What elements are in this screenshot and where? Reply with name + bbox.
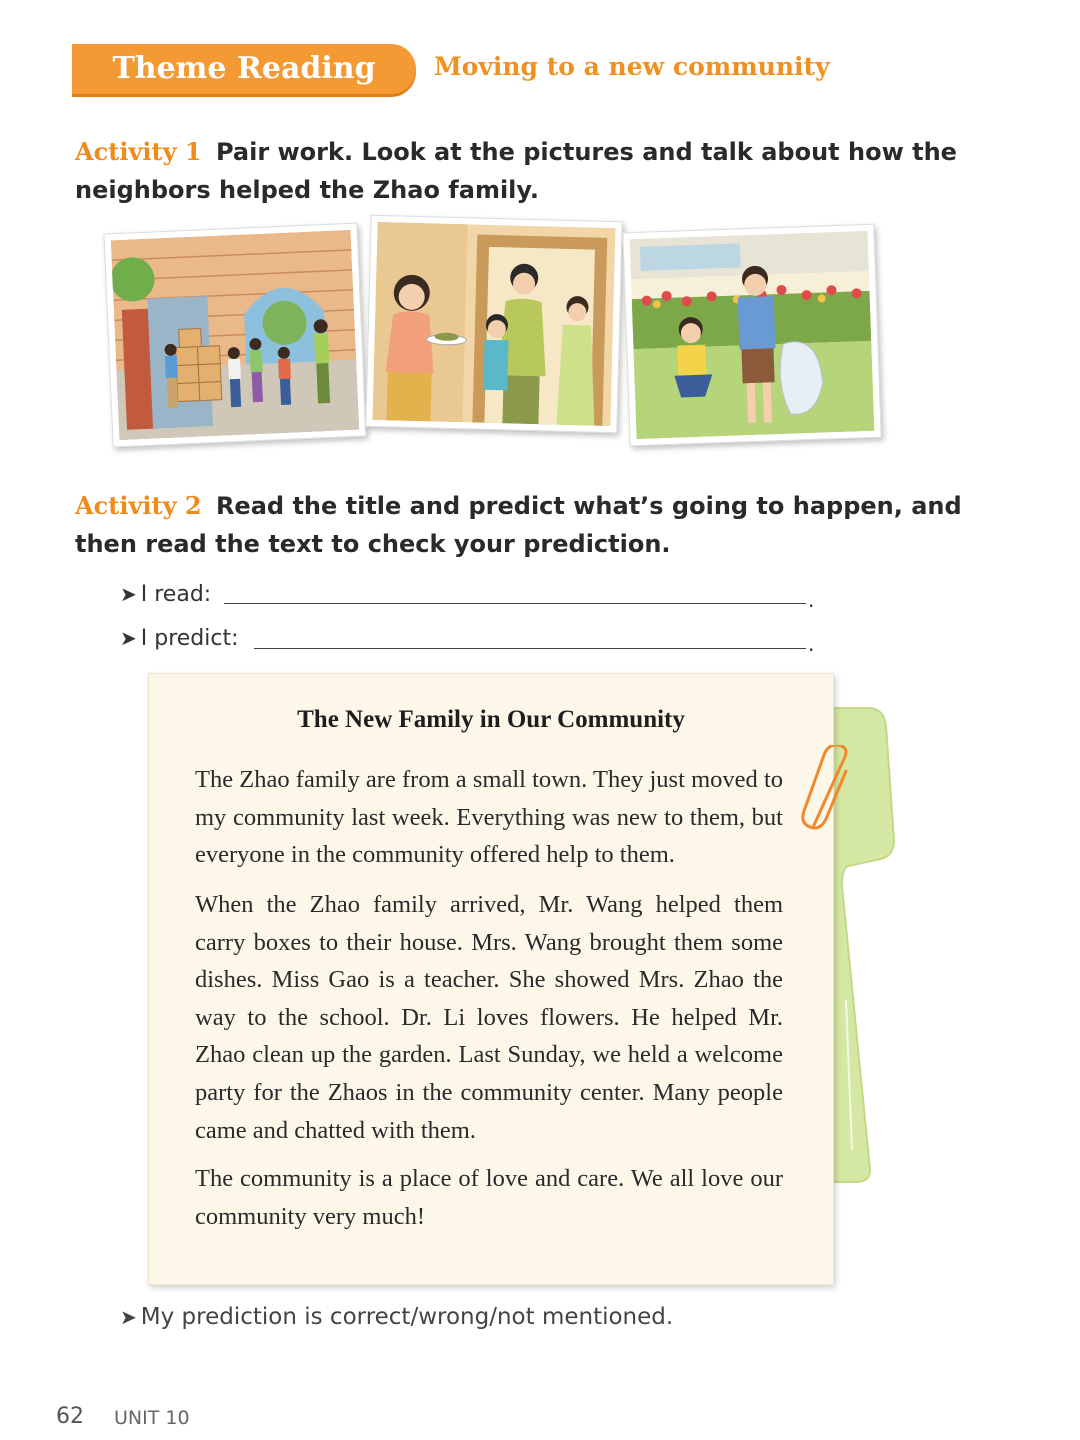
i-read-answer-line[interactable] bbox=[224, 603, 806, 604]
arrow-icon: ➤ bbox=[120, 626, 137, 650]
unit-label: UNIT 10 bbox=[114, 1407, 190, 1429]
i-predict-label: I predict: bbox=[140, 626, 239, 651]
i-read-row bbox=[120, 582, 211, 607]
i-read-label: I read: bbox=[140, 582, 212, 607]
reading-paragraph-2: When the Zhao family arrived, Mr. Wang helped them carry boxes to their house. Mrs. Wang brought them some dishes. Miss Gao is a teacher. She showed Mrs. Zhao the way to the school. Dr. Li loves flowers. He helped Mr. Zhao clean up the garden. Last Sunday, we held a welcome party for the Zhaos in the community center. Many people came and chatted with them. bbox=[195, 891, 783, 1144]
i-read-end-mark: . bbox=[808, 588, 815, 612]
paper-clip-icon bbox=[800, 745, 862, 835]
i-predict-end-mark: . bbox=[808, 632, 815, 656]
picture-bringing-dishes bbox=[365, 215, 622, 434]
theme-reading-badge: Theme Reading bbox=[72, 44, 416, 94]
arrow-icon: ➤ bbox=[120, 582, 137, 606]
prediction-result-text: My prediction is correct/wrong/not mentioned. bbox=[140, 1304, 674, 1330]
arrow-icon: ➤ bbox=[120, 1305, 137, 1329]
picture-carrying-boxes bbox=[103, 223, 366, 448]
reading-paragraph-3: The community is a place of love and care. We all love our community very much! bbox=[195, 1165, 783, 1230]
reading-card bbox=[148, 673, 834, 1285]
activity-2-instruction bbox=[75, 487, 1005, 563]
activity-1-instruction bbox=[75, 133, 1005, 209]
reading-paragraph-1: The Zhao family are from a small town. They just moved to my community last week. Everything was new to them, but everyone in the community offered help to them. bbox=[195, 766, 783, 869]
reading-title: The New Family in Our Community bbox=[297, 706, 685, 733]
i-predict-row bbox=[120, 626, 239, 651]
activity-2-label: Activity 2 bbox=[75, 491, 202, 520]
prediction-result-row bbox=[120, 1304, 673, 1330]
page-number: 62 bbox=[56, 1404, 84, 1429]
picture-cleaning-garden bbox=[622, 224, 881, 447]
activity-1-label: Activity 1 bbox=[75, 137, 202, 166]
i-predict-answer-line[interactable] bbox=[254, 648, 806, 649]
activity-1-text: Pair work. Look at the pictures and talk about how the neighbors helped the Zhao family. bbox=[75, 138, 957, 204]
activity-2-text: Read the title and predict what’s going to happen, and then read the text to check your prediction. bbox=[75, 492, 962, 558]
theme-subtitle: Moving to a new community bbox=[434, 52, 830, 81]
